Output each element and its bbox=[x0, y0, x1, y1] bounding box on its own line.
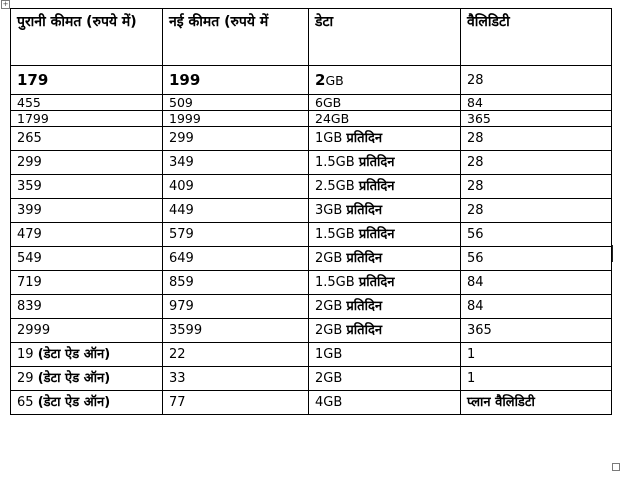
cell-validity[interactable]: 365 bbox=[461, 319, 612, 343]
cell-data[interactable] bbox=[309, 199, 461, 223]
cell-validity[interactable]: 1 bbox=[461, 343, 612, 367]
old-price-value: 65 bbox=[17, 395, 34, 410]
per-day-label: प्रतिदिन bbox=[346, 131, 383, 146]
cell-validity[interactable]: 56 bbox=[461, 223, 612, 247]
addon-label: (डेटा ऐड ऑन) bbox=[37, 395, 111, 410]
cell-new-price[interactable]: 77 bbox=[163, 391, 309, 415]
cell-new-price[interactable]: 299 bbox=[163, 127, 309, 151]
cell-old-price[interactable]: 839 bbox=[11, 295, 163, 319]
cell-new-price[interactable]: 409 bbox=[163, 175, 309, 199]
cell-data[interactable]: 1GB bbox=[309, 343, 461, 367]
data-gb-value: 1.5GB bbox=[315, 275, 355, 290]
new-price-value: 199 bbox=[169, 71, 201, 89]
table-row bbox=[11, 391, 612, 415]
cell-old-price[interactable]: 549 bbox=[11, 247, 163, 271]
cell-data[interactable] bbox=[309, 295, 461, 319]
cell-old-price[interactable] bbox=[11, 343, 163, 367]
cell-old-price[interactable]: 455 bbox=[11, 95, 163, 111]
cell-old-price[interactable]: 719 bbox=[11, 271, 163, 295]
cell-validity[interactable]: 84 bbox=[461, 271, 612, 295]
cell-data[interactable] bbox=[309, 66, 461, 95]
cell-old-price[interactable] bbox=[11, 367, 163, 391]
cell-data[interactable] bbox=[309, 175, 461, 199]
cell-new-price[interactable] bbox=[163, 66, 309, 95]
cell-old-price[interactable]: 399 bbox=[11, 199, 163, 223]
cell-new-price[interactable]: 1999 bbox=[163, 111, 309, 127]
cell-new-price[interactable]: 349 bbox=[163, 151, 309, 175]
cell-new-price[interactable]: 3599 bbox=[163, 319, 309, 343]
table-row bbox=[11, 247, 612, 271]
cell-old-price[interactable]: 359 bbox=[11, 175, 163, 199]
cell-data[interactable]: 24GB bbox=[309, 111, 461, 127]
data-unit-value: GB bbox=[325, 73, 344, 88]
cell-data[interactable] bbox=[309, 271, 461, 295]
cell-new-price[interactable]: 33 bbox=[163, 367, 309, 391]
per-day-label: प्रतिदिन bbox=[358, 275, 395, 290]
cell-validity[interactable]: 1 bbox=[461, 367, 612, 391]
per-day-label: प्रतिदिन bbox=[358, 155, 395, 170]
cell-new-price[interactable]: 859 bbox=[163, 271, 309, 295]
data-gb-value: 3GB bbox=[315, 203, 343, 218]
cell-validity[interactable]: 56 bbox=[461, 247, 612, 271]
cell-new-price[interactable]: 449 bbox=[163, 199, 309, 223]
data-gb-value: 1.5GB bbox=[315, 227, 355, 242]
cell-validity[interactable]: 28 bbox=[461, 151, 612, 175]
addon-label: (डेटा ऐड ऑन) bbox=[37, 371, 111, 386]
cell-old-price[interactable]: 299 bbox=[11, 151, 163, 175]
cell-validity[interactable]: 84 bbox=[461, 295, 612, 319]
data-gb-value: 2GB bbox=[315, 299, 343, 314]
cell-validity[interactable]: 28 bbox=[461, 199, 612, 223]
cell-data[interactable] bbox=[309, 319, 461, 343]
per-day-label: प्रतिदिन bbox=[358, 227, 395, 242]
cell-data[interactable]: 6GB bbox=[309, 95, 461, 111]
header-old-price[interactable]: पुरानी कीमत (रुपये में) bbox=[11, 9, 163, 66]
cell-validity[interactable]: 28 bbox=[461, 175, 612, 199]
data-gb-value: 1.5GB bbox=[315, 155, 355, 170]
table-header-row bbox=[11, 9, 612, 66]
table-row bbox=[11, 343, 612, 367]
cell-old-price[interactable]: 1799 bbox=[11, 111, 163, 127]
cell-validity[interactable]: 84 bbox=[461, 95, 612, 111]
cell-new-price[interactable]: 979 bbox=[163, 295, 309, 319]
cell-validity[interactable]: 28 bbox=[461, 127, 612, 151]
cell-validity[interactable]: 365 bbox=[461, 111, 612, 127]
table-row bbox=[11, 271, 612, 295]
cell-old-price[interactable] bbox=[11, 391, 163, 415]
data-gb-value: 2.5GB bbox=[315, 179, 355, 194]
data-gb-value: 2GB bbox=[315, 251, 343, 266]
per-day-label: प्रतिदिन bbox=[346, 203, 383, 218]
cell-new-price[interactable]: 649 bbox=[163, 247, 309, 271]
cell-data[interactable] bbox=[309, 151, 461, 175]
cell-new-price[interactable]: 509 bbox=[163, 95, 309, 111]
cell-data[interactable]: 4GB bbox=[309, 391, 461, 415]
table-row bbox=[11, 127, 612, 151]
table-row bbox=[11, 66, 612, 95]
table-row bbox=[11, 95, 612, 111]
text-cursor bbox=[612, 245, 613, 262]
addon-label: (डेटा ऐड ऑन) bbox=[37, 347, 111, 362]
table-row bbox=[11, 199, 612, 223]
cell-data[interactable] bbox=[309, 127, 461, 151]
header-data[interactable]: डेटा bbox=[309, 9, 461, 66]
table-row bbox=[11, 367, 612, 391]
cell-old-price[interactable]: 479 bbox=[11, 223, 163, 247]
table-row bbox=[11, 175, 612, 199]
header-new-price[interactable]: नई कीमत (रुपये में bbox=[163, 9, 309, 66]
table-row bbox=[11, 223, 612, 247]
header-validity[interactable]: वैलिडिटी bbox=[461, 9, 612, 66]
table-row bbox=[11, 319, 612, 343]
per-day-label: प्रतिदिन bbox=[346, 299, 383, 314]
cell-validity[interactable] bbox=[461, 391, 612, 415]
per-day-label: प्रतिदिन bbox=[358, 179, 395, 194]
cell-data[interactable] bbox=[309, 223, 461, 247]
cell-old-price[interactable] bbox=[11, 66, 163, 95]
plan-validity-label: प्लान वैलिडिटी bbox=[467, 395, 535, 410]
old-price-value: 29 bbox=[17, 371, 34, 386]
cell-old-price[interactable]: 265 bbox=[11, 127, 163, 151]
cell-old-price[interactable]: 2999 bbox=[11, 319, 163, 343]
old-price-value: 19 bbox=[17, 347, 34, 362]
table-resize-square-icon[interactable] bbox=[612, 463, 620, 471]
table-row bbox=[11, 151, 612, 175]
per-day-label: प्रतिदिन bbox=[346, 251, 383, 266]
cell-new-price[interactable]: 22 bbox=[163, 343, 309, 367]
old-price-value: 179 bbox=[17, 71, 49, 89]
table-move-handle-icon[interactable]: + bbox=[2, 0, 9, 8]
cell-data[interactable] bbox=[309, 247, 461, 271]
table-row bbox=[11, 295, 612, 319]
data-gb-value: 2GB bbox=[315, 323, 343, 338]
cell-validity[interactable]: 28 bbox=[461, 66, 612, 95]
table-row bbox=[11, 111, 612, 127]
price-table bbox=[10, 8, 612, 415]
per-day-label: प्रतिदिन bbox=[346, 323, 383, 338]
data-gb-value: 1GB bbox=[315, 131, 343, 146]
cell-data[interactable]: 2GB bbox=[309, 367, 461, 391]
cell-new-price[interactable]: 579 bbox=[163, 223, 309, 247]
data-amount-value: 2 bbox=[315, 71, 326, 89]
